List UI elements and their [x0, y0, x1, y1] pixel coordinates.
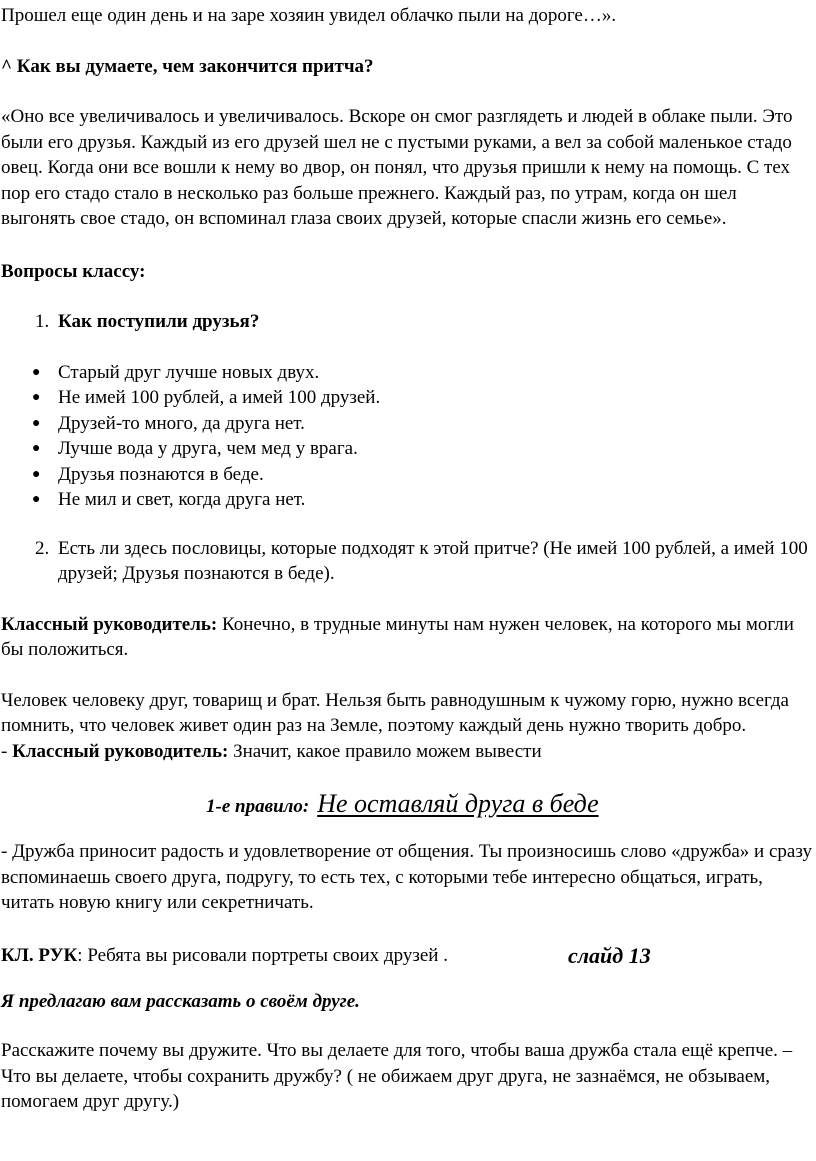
story-paragraph: «Оно все увеличивалось и увеличивалось. Вскоре он смог разглядеть и людей в облаке пыли. Это были его друзья. Каждый из его друзей шел не с пустыми руками, а вел за собой маленькое стадо овец. Когда они все вошли к нему во двор, он понял, что друзья пришли к нему на помощь. С тех пор его стадо стало в несколько раз больше прежнего. Каждый раз, по утрам, когда он шел выгонять свое стадо, он вспоминал глаза своих друзей, которые спасли жизнь его семье».: [1, 106, 793, 229]
question-text-1: Как поступили друзья?: [58, 311, 260, 332]
list-item: [1, 436, 812, 462]
kl-label: КЛ. РУК: [1, 944, 78, 966]
bullet-icon: ●: [32, 364, 41, 380]
proverb-text: Не имей 100 рублей, а имей 100 друзей.: [58, 387, 381, 408]
proverb-text: Лучше вода у друга, чем мед у врага.: [58, 438, 358, 459]
proverb-text: Старый друг лучше новых двух.: [58, 361, 320, 383]
teacher-label: Классный руководитель:: [1, 613, 218, 635]
questions-title: Вопросы классу:: [1, 260, 146, 282]
teacher-remark-text: Конечно, в трудные минуты нам нужен человек, на которого мы могли бы положиться.: [1, 613, 794, 660]
teacher-remark-1: [1, 612, 812, 663]
friendship-paragraph: - Дружба приносит радость и удовлетворение от общения. Ты произносишь слово «дружба» и сразу вспоминаешь своего друга, подругу, то есть тех, с которыми тебе интересно общаться, играть, читать новую книгу или секретничать.: [1, 841, 812, 913]
list-item: [1, 462, 812, 488]
slide-label: слайд 13: [568, 942, 651, 968]
bullet-icon: ●: [32, 492, 41, 507]
tell-paragraph: Расскажите почему вы дружите. Что вы делаете для того, чтобы ваша дружба стала ещё крепче. – Что вы делаете, чтобы сохранить дружбу? ( не обижаем друг друга, не зазнаёмся, не обзываем, помогаем друг другу.): [1, 1040, 793, 1112]
bullet-icon: ●: [32, 466, 41, 482]
human-paragraph: Человек человеку друг, товарищ и брат. Нельзя быть равнодушным к чужому горю, нужно всегда помнить, что человек живет один раз на Земле, поэтому каждый день нужно творить добро.: [1, 689, 789, 736]
question-text-2: Есть ли здесь пословицы, которые подходят к этой притче? (Не имей 100 рублей, а имей 100 друзей; Друзья познаются в беде).: [58, 537, 808, 584]
offer-line: Я предлагаю вам рассказать о своём друге.: [1, 990, 360, 1012]
story-ending-line: Прошел еще один день и на заре хозяин увидел облачко пыли на дороге…».: [1, 5, 617, 26]
question-number-2: 2.: [35, 537, 50, 559]
numbered-question-2: [1, 536, 812, 587]
kl-text: : Ребята вы рисовали портреты своих друзей .: [77, 944, 448, 966]
proverb-text: Друзей-то много, да друга нет.: [58, 412, 305, 434]
proverb-text: Друзья познаются в беде.: [58, 463, 264, 485]
teacher-label: Классный руководитель:: [12, 740, 229, 762]
bullet-icon: ●: [32, 415, 41, 431]
numbered-question-1: [1, 309, 812, 335]
class-teacher-line: [1, 941, 812, 971]
teacher-remark-2: [1, 739, 812, 765]
proverb-text: Не мил и свет, когда друга нет.: [58, 489, 306, 510]
rule-label: 1-е правило:: [206, 796, 310, 817]
dash-prefix: -: [1, 740, 13, 762]
proverbs-list: [1, 360, 812, 513]
bullet-icon: ●: [32, 441, 41, 456]
question-heading: ^ Как вы думаете, чем закончится притча?: [1, 55, 374, 77]
bullet-icon: ●: [32, 390, 41, 405]
list-item: [1, 411, 812, 437]
rule-text: Не оставляй друга в беде: [317, 789, 599, 818]
list-item: [1, 385, 812, 411]
question-number-1: 1.: [35, 311, 50, 332]
rule-line: [1, 786, 812, 822]
list-item: [1, 487, 812, 513]
teacher-remark-text: Значит, какое правило можем вывести: [228, 740, 542, 762]
list-item: [1, 360, 812, 386]
